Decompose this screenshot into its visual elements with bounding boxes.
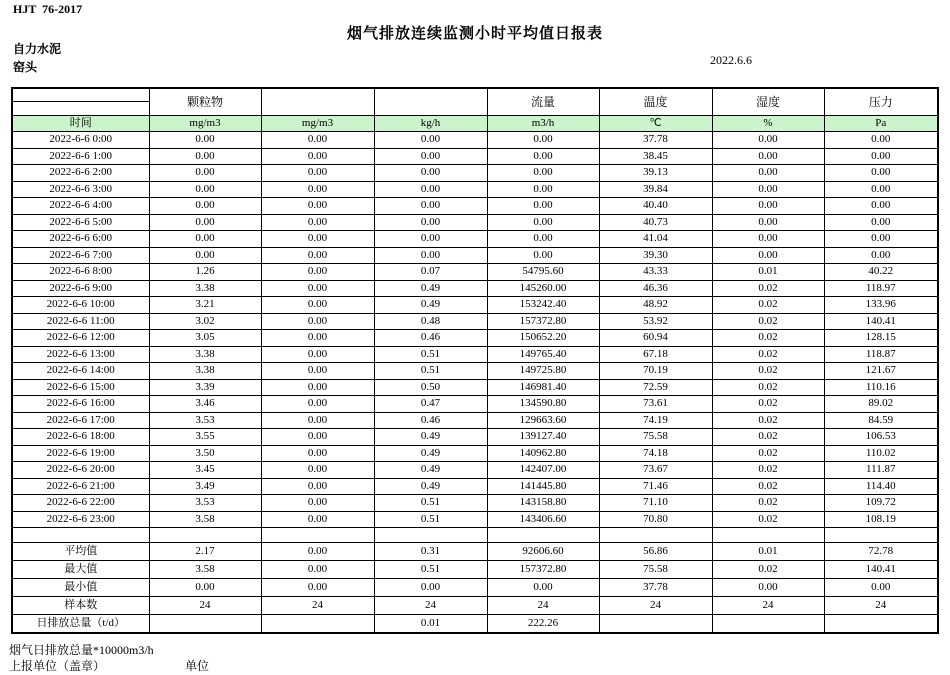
value-cell: 39.84 xyxy=(599,181,712,198)
value-cell: 70.19 xyxy=(599,363,712,380)
value-cell: 0.00 xyxy=(261,495,374,512)
summary-label-cell: 最小值 xyxy=(12,579,149,597)
value-cell: 24 xyxy=(712,597,824,615)
value-cell: 140.41 xyxy=(824,561,938,579)
value-cell xyxy=(599,528,712,543)
value-cell: 0.00 xyxy=(261,561,374,579)
value-cell: 0.00 xyxy=(261,511,374,528)
time-cell: 2022-6-6 5:00 xyxy=(12,214,149,231)
summary-label-cell: 日排放总量（t/d） xyxy=(12,615,149,634)
value-cell: 0.50 xyxy=(374,379,487,396)
value-cell: 143158.80 xyxy=(487,495,599,512)
value-cell: 0.00 xyxy=(487,181,599,198)
value-cell: 129663.60 xyxy=(487,412,599,429)
time-cell: 2022-6-6 7:00 xyxy=(12,247,149,264)
value-cell: 0.02 xyxy=(712,429,824,446)
value-cell: 0.00 xyxy=(261,181,374,198)
value-cell: 1.26 xyxy=(149,264,261,281)
value-cell: 0.00 xyxy=(487,148,599,165)
value-cell: 0.51 xyxy=(374,511,487,528)
time-cell: 2022-6-6 16:00 xyxy=(12,396,149,413)
value-cell: 0.00 xyxy=(149,198,261,215)
value-cell: 0.00 xyxy=(261,214,374,231)
time-cell: 2022-6-6 13:00 xyxy=(12,346,149,363)
value-cell: 0.46 xyxy=(374,412,487,429)
value-cell: 0.02 xyxy=(712,445,824,462)
value-cell: 142407.00 xyxy=(487,462,599,479)
value-cell: 0.00 xyxy=(487,165,599,182)
value-cell: 3.38 xyxy=(149,280,261,297)
value-cell: 39.13 xyxy=(599,165,712,182)
value-cell: 24 xyxy=(261,597,374,615)
hourly-data-row xyxy=(12,181,938,198)
hourly-data-row xyxy=(12,148,938,165)
column-header-pressure: 压力 xyxy=(824,88,938,116)
value-cell: 56.86 xyxy=(599,543,712,561)
value-cell: 0.00 xyxy=(261,363,374,380)
value-cell: 143406.60 xyxy=(487,511,599,528)
summary-row xyxy=(12,597,938,615)
value-cell: 0.47 xyxy=(374,396,487,413)
value-cell: 3.39 xyxy=(149,379,261,396)
value-cell: 0.00 xyxy=(261,330,374,347)
value-cell: 111.87 xyxy=(824,462,938,479)
column-header-blank xyxy=(261,88,374,116)
value-cell: 39.30 xyxy=(599,247,712,264)
value-cell: 0.01 xyxy=(712,543,824,561)
value-cell: 0.00 xyxy=(149,181,261,198)
value-cell: 0.02 xyxy=(712,330,824,347)
value-cell: 24 xyxy=(149,597,261,615)
value-cell: 0.02 xyxy=(712,313,824,330)
value-cell xyxy=(149,528,261,543)
unit-cell: mg/m3 xyxy=(149,116,261,132)
hourly-data-row xyxy=(12,247,938,264)
value-cell: 0.02 xyxy=(712,412,824,429)
time-cell: 2022-6-6 2:00 xyxy=(12,165,149,182)
value-cell: 153242.40 xyxy=(487,297,599,314)
value-cell: 0.00 xyxy=(261,198,374,215)
unit-header-row xyxy=(12,116,938,132)
time-cell: 2022-6-6 4:00 xyxy=(12,198,149,215)
value-cell: 0.00 xyxy=(824,132,938,149)
value-cell: 150652.20 xyxy=(487,330,599,347)
value-cell: 40.40 xyxy=(599,198,712,215)
unit-cell: ℃ xyxy=(599,116,712,132)
value-cell: 133.96 xyxy=(824,297,938,314)
value-cell: 0.00 xyxy=(261,379,374,396)
column-header-time: 时间 xyxy=(12,116,149,132)
unit-cell: kg/h xyxy=(374,116,487,132)
value-cell: 0.00 xyxy=(712,148,824,165)
value-cell: 0.00 xyxy=(261,148,374,165)
hourly-data-row xyxy=(12,214,938,231)
value-cell: 0.00 xyxy=(712,231,824,248)
value-cell: 0.00 xyxy=(149,165,261,182)
time-cell: 2022-6-6 0:00 xyxy=(12,132,149,149)
value-cell: 157372.80 xyxy=(487,313,599,330)
value-cell: 0.02 xyxy=(712,462,824,479)
value-cell: 0.02 xyxy=(712,297,824,314)
value-cell: 0.00 xyxy=(261,412,374,429)
value-cell: 3.45 xyxy=(149,462,261,479)
value-cell: 141445.80 xyxy=(487,478,599,495)
value-cell: 60.94 xyxy=(599,330,712,347)
value-cell: 3.05 xyxy=(149,330,261,347)
value-cell: 108.19 xyxy=(824,511,938,528)
value-cell: 128.15 xyxy=(824,330,938,347)
unit-label: 单位 xyxy=(185,659,210,673)
value-cell: 106.53 xyxy=(824,429,938,446)
value-cell: 0.00 xyxy=(487,132,599,149)
value-cell: 3.49 xyxy=(149,478,261,495)
value-cell: 134590.80 xyxy=(487,396,599,413)
value-cell: 0.00 xyxy=(824,214,938,231)
hourly-data-row xyxy=(12,198,938,215)
value-cell xyxy=(712,615,824,634)
value-cell: 89.02 xyxy=(824,396,938,413)
value-cell: 2.17 xyxy=(149,543,261,561)
hourly-data-row xyxy=(12,264,938,281)
value-cell: 3.21 xyxy=(149,297,261,314)
value-cell: 0.00 xyxy=(824,247,938,264)
value-cell xyxy=(599,615,712,634)
value-cell: 3.46 xyxy=(149,396,261,413)
value-cell: 0.00 xyxy=(824,181,938,198)
value-cell: 114.40 xyxy=(824,478,938,495)
value-cell: 0.02 xyxy=(712,396,824,413)
group-header-row xyxy=(12,88,938,102)
value-cell: 118.87 xyxy=(824,346,938,363)
time-cell: 2022-6-6 11:00 xyxy=(12,313,149,330)
value-cell: 3.50 xyxy=(149,445,261,462)
column-header-humidity: 湿度 xyxy=(712,88,824,116)
time-cell: 2022-6-6 1:00 xyxy=(12,148,149,165)
value-cell: 0.00 xyxy=(712,247,824,264)
hourly-data-row xyxy=(12,412,938,429)
value-cell: 0.00 xyxy=(374,231,487,248)
value-cell: 149725.80 xyxy=(487,363,599,380)
time-cell: 2022-6-6 17:00 xyxy=(12,412,149,429)
value-cell xyxy=(261,528,374,543)
unit-cell: % xyxy=(712,116,824,132)
value-cell: 0.48 xyxy=(374,313,487,330)
value-cell: 0.00 xyxy=(261,445,374,462)
monitor-point-name: 窑头 xyxy=(13,60,38,74)
value-cell: 46.36 xyxy=(599,280,712,297)
value-cell: 110.16 xyxy=(824,379,938,396)
value-cell: 3.38 xyxy=(149,346,261,363)
value-cell: 48.92 xyxy=(599,297,712,314)
value-cell xyxy=(261,615,374,634)
value-cell: 0.00 xyxy=(261,280,374,297)
value-cell: 73.67 xyxy=(599,462,712,479)
hourly-data-row xyxy=(12,429,938,446)
value-cell: 0.49 xyxy=(374,478,487,495)
value-cell: 92606.60 xyxy=(487,543,599,561)
value-cell: 24 xyxy=(599,597,712,615)
value-cell: 0.00 xyxy=(149,132,261,149)
value-cell: 0.02 xyxy=(712,561,824,579)
value-cell: 0.00 xyxy=(824,165,938,182)
column-header-particulate: 颗粒物 xyxy=(149,88,261,116)
value-cell: 0.00 xyxy=(824,579,938,597)
report-date: 2022.6.6 xyxy=(710,53,752,67)
value-cell xyxy=(712,528,824,543)
column-header-blank xyxy=(374,88,487,116)
hourly-data-row xyxy=(12,495,938,512)
value-cell: 0.00 xyxy=(824,231,938,248)
value-cell: 0.00 xyxy=(487,247,599,264)
time-cell: 2022-6-6 15:00 xyxy=(12,379,149,396)
value-cell: 41.04 xyxy=(599,231,712,248)
value-cell: 3.53 xyxy=(149,495,261,512)
summary-row xyxy=(12,543,938,561)
header-blank-cell xyxy=(12,88,149,102)
value-cell: 54795.60 xyxy=(487,264,599,281)
value-cell: 74.19 xyxy=(599,412,712,429)
value-cell: 149765.40 xyxy=(487,346,599,363)
value-cell: 0.00 xyxy=(712,181,824,198)
value-cell: 0.00 xyxy=(261,297,374,314)
value-cell: 0.00 xyxy=(261,231,374,248)
value-cell: 3.55 xyxy=(149,429,261,446)
value-cell: 0.00 xyxy=(374,214,487,231)
value-cell: 0.00 xyxy=(261,132,374,149)
value-cell: 0.02 xyxy=(712,280,824,297)
value-cell: 0.01 xyxy=(712,264,824,281)
value-cell: 0.00 xyxy=(374,247,487,264)
hourly-data-row xyxy=(12,165,938,182)
hourly-data-row xyxy=(12,231,938,248)
value-cell: 75.58 xyxy=(599,561,712,579)
value-cell: 0.07 xyxy=(374,264,487,281)
value-cell: 0.49 xyxy=(374,429,487,446)
value-cell: 0.00 xyxy=(261,429,374,446)
value-cell: 0.00 xyxy=(261,264,374,281)
value-cell: 0.49 xyxy=(374,280,487,297)
value-cell: 139127.40 xyxy=(487,429,599,446)
value-cell: 0.01 xyxy=(374,615,487,634)
value-cell xyxy=(487,528,599,543)
value-cell: 24 xyxy=(374,597,487,615)
summary-row xyxy=(12,561,938,579)
hourly-data-row xyxy=(12,313,938,330)
hourly-data-row xyxy=(12,346,938,363)
value-cell: 0.00 xyxy=(261,478,374,495)
value-cell: 0.00 xyxy=(261,579,374,597)
unit-cell: Pa xyxy=(824,116,938,132)
value-cell: 0.31 xyxy=(374,543,487,561)
value-cell: 146981.40 xyxy=(487,379,599,396)
value-cell: 3.58 xyxy=(149,561,261,579)
value-cell: 145260.00 xyxy=(487,280,599,297)
value-cell: 72.78 xyxy=(824,543,938,561)
summary-row xyxy=(12,579,938,597)
value-cell: 140.41 xyxy=(824,313,938,330)
hourly-data-row xyxy=(12,445,938,462)
value-cell: 0.00 xyxy=(374,198,487,215)
hourly-data-row xyxy=(12,396,938,413)
value-cell: 0.00 xyxy=(712,198,824,215)
value-cell: 109.72 xyxy=(824,495,938,512)
value-cell: 3.38 xyxy=(149,363,261,380)
value-cell: 0.00 xyxy=(149,247,261,264)
value-cell: 0.46 xyxy=(374,330,487,347)
value-cell: 0.00 xyxy=(149,148,261,165)
value-cell: 71.46 xyxy=(599,478,712,495)
header-blank-cell xyxy=(12,102,149,116)
value-cell: 37.78 xyxy=(599,579,712,597)
value-cell: 40.22 xyxy=(824,264,938,281)
value-cell xyxy=(824,615,938,634)
value-cell: 43.33 xyxy=(599,264,712,281)
value-cell: 75.58 xyxy=(599,429,712,446)
value-cell: 222.26 xyxy=(487,615,599,634)
flow-total-note: 烟气日排放总量*10000m3/h xyxy=(9,643,154,657)
value-cell: 140962.80 xyxy=(487,445,599,462)
value-cell: 0.00 xyxy=(712,214,824,231)
value-cell: 0.00 xyxy=(374,132,487,149)
value-cell: 0.00 xyxy=(374,181,487,198)
value-cell: 0.00 xyxy=(149,214,261,231)
value-cell: 0.00 xyxy=(487,198,599,215)
time-cell: 2022-6-6 12:00 xyxy=(12,330,149,347)
value-cell: 118.97 xyxy=(824,280,938,297)
value-cell: 0.00 xyxy=(712,165,824,182)
summary-label-cell: 样本数 xyxy=(12,597,149,615)
value-cell: 0.00 xyxy=(261,462,374,479)
value-cell: 110.02 xyxy=(824,445,938,462)
hourly-data-row xyxy=(12,379,938,396)
value-cell: 0.00 xyxy=(824,198,938,215)
value-cell: 0.51 xyxy=(374,346,487,363)
value-cell: 0.51 xyxy=(374,561,487,579)
value-cell: 0.00 xyxy=(261,247,374,264)
value-cell: 0.02 xyxy=(712,346,824,363)
value-cell: 0.00 xyxy=(712,132,824,149)
standard-code: HJT 76-2017 xyxy=(13,2,83,16)
value-cell: 0.02 xyxy=(712,379,824,396)
value-cell: 0.02 xyxy=(712,511,824,528)
column-header-temperature: 温度 xyxy=(599,88,712,116)
value-cell: 0.00 xyxy=(487,214,599,231)
hourly-data-row xyxy=(12,363,938,380)
unit-cell: m3/h xyxy=(487,116,599,132)
value-cell: 0.51 xyxy=(374,363,487,380)
summary-label-cell: 最大值 xyxy=(12,561,149,579)
value-cell xyxy=(12,528,149,543)
value-cell: 38.45 xyxy=(599,148,712,165)
summary-row xyxy=(12,615,938,634)
value-cell: 40.73 xyxy=(599,214,712,231)
time-cell: 2022-6-6 14:00 xyxy=(12,363,149,380)
time-cell: 2022-6-6 19:00 xyxy=(12,445,149,462)
value-cell: 0.02 xyxy=(712,478,824,495)
value-cell: 0.49 xyxy=(374,445,487,462)
time-cell: 2022-6-6 18:00 xyxy=(12,429,149,446)
time-cell: 2022-6-6 6:00 xyxy=(12,231,149,248)
value-cell: 0.00 xyxy=(374,579,487,597)
value-cell: 0.49 xyxy=(374,297,487,314)
time-cell: 2022-6-6 10:00 xyxy=(12,297,149,314)
value-cell: 71.10 xyxy=(599,495,712,512)
summary-label-cell: 平均值 xyxy=(12,543,149,561)
value-cell: 24 xyxy=(487,597,599,615)
hourly-data-row xyxy=(12,297,938,314)
value-cell: 0.00 xyxy=(374,165,487,182)
company-name: 自力水泥 xyxy=(13,42,62,56)
hourly-data-row xyxy=(12,280,938,297)
value-cell xyxy=(824,528,938,543)
value-cell xyxy=(149,615,261,634)
value-cell: 70.80 xyxy=(599,511,712,528)
value-cell: 3.53 xyxy=(149,412,261,429)
hourly-data-row xyxy=(12,462,938,479)
hourly-data-row xyxy=(12,511,938,528)
value-cell: 0.00 xyxy=(712,579,824,597)
hourly-data-row xyxy=(12,132,938,149)
value-cell: 0.51 xyxy=(374,495,487,512)
column-header-flow: 流量 xyxy=(487,88,599,116)
value-cell: 24 xyxy=(824,597,938,615)
unit-cell: mg/m3 xyxy=(261,116,374,132)
value-cell: 67.18 xyxy=(599,346,712,363)
time-cell: 2022-6-6 3:00 xyxy=(12,181,149,198)
time-cell: 2022-6-6 22:00 xyxy=(12,495,149,512)
value-cell: 73.61 xyxy=(599,396,712,413)
value-cell: 0.02 xyxy=(712,495,824,512)
monitoring-table xyxy=(11,87,939,634)
time-cell: 2022-6-6 23:00 xyxy=(12,511,149,528)
value-cell: 0.00 xyxy=(261,396,374,413)
value-cell: 3.58 xyxy=(149,511,261,528)
page-title: 烟气排放连续监测小时平均值日报表 xyxy=(346,25,603,42)
value-cell: 0.00 xyxy=(487,231,599,248)
value-cell: 72.59 xyxy=(599,379,712,396)
time-cell: 2022-6-6 9:00 xyxy=(12,280,149,297)
value-cell: 0.00 xyxy=(261,313,374,330)
value-cell: 0.02 xyxy=(712,363,824,380)
time-cell: 2022-6-6 21:00 xyxy=(12,478,149,495)
hourly-data-row xyxy=(12,478,938,495)
value-cell: 0.00 xyxy=(824,148,938,165)
value-cell: 0.00 xyxy=(261,346,374,363)
value-cell: 0.49 xyxy=(374,462,487,479)
value-cell: 0.00 xyxy=(374,148,487,165)
value-cell: 74.18 xyxy=(599,445,712,462)
value-cell: 3.02 xyxy=(149,313,261,330)
time-cell: 2022-6-6 20:00 xyxy=(12,462,149,479)
value-cell: 0.00 xyxy=(487,579,599,597)
value-cell: 157372.80 xyxy=(487,561,599,579)
value-cell xyxy=(374,528,487,543)
value-cell: 0.00 xyxy=(149,579,261,597)
value-cell: 53.92 xyxy=(599,313,712,330)
value-cell: 0.00 xyxy=(149,231,261,248)
value-cell: 37.78 xyxy=(599,132,712,149)
time-cell: 2022-6-6 8:00 xyxy=(12,264,149,281)
value-cell: 121.67 xyxy=(824,363,938,380)
spacer-row xyxy=(12,528,938,543)
value-cell: 0.00 xyxy=(261,165,374,182)
value-cell: 0.00 xyxy=(261,543,374,561)
report-unit-label: 上报单位（盖章） xyxy=(9,659,106,673)
hourly-data-row xyxy=(12,330,938,347)
value-cell: 84.59 xyxy=(824,412,938,429)
